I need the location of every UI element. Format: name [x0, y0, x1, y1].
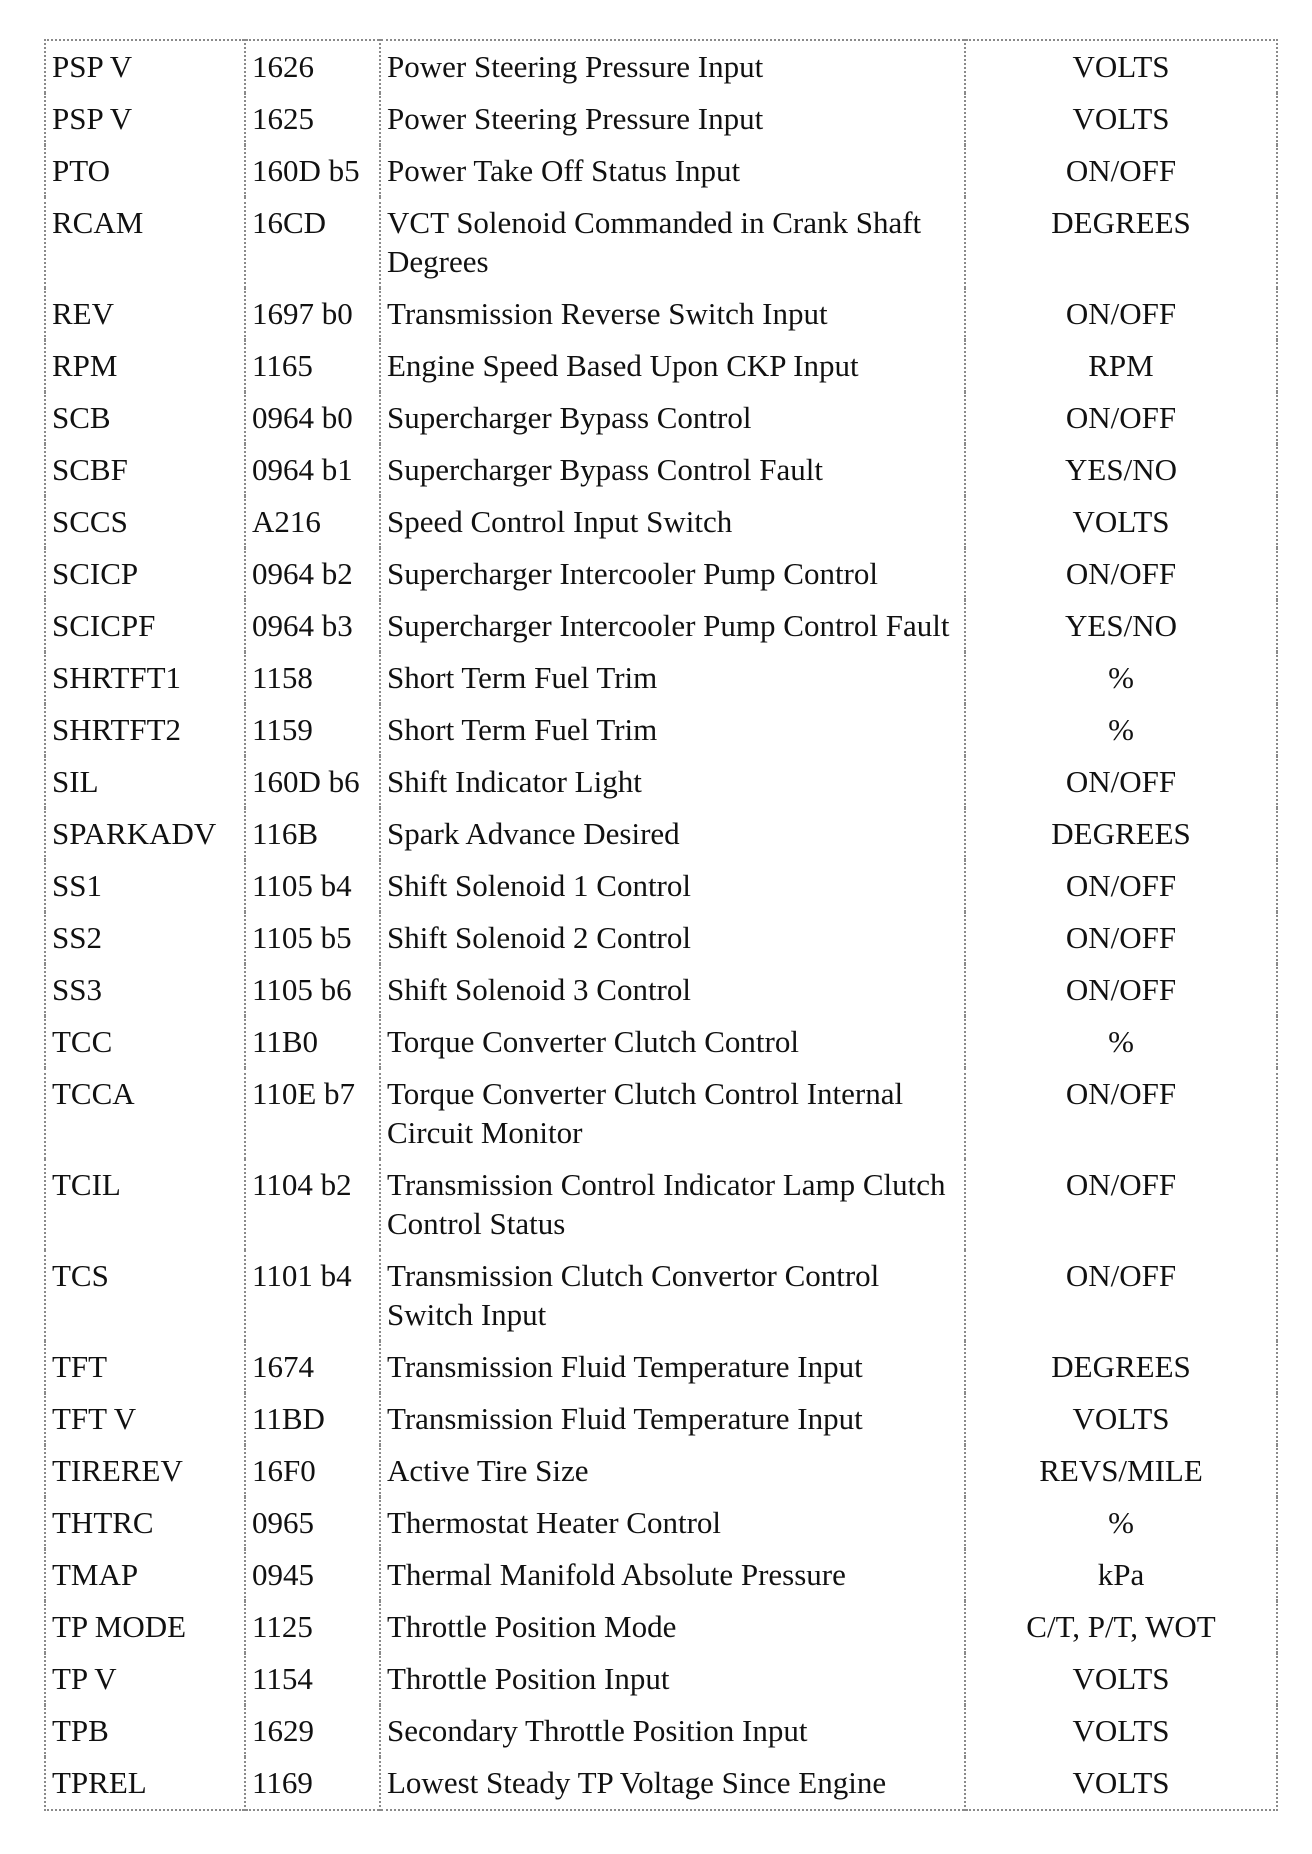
parameter-units: ON/OFF [1065, 1076, 1177, 1111]
parameter-units: ON/OFF [1065, 920, 1177, 955]
parameter-pid: 0964 b2 [245, 548, 380, 600]
parameter-name: SS1 [45, 860, 245, 912]
parameter-pid: 1159 [245, 704, 380, 756]
parameter-units: VOLTS [1072, 1713, 1170, 1748]
table-row [45, 912, 1277, 964]
parameter-name: SPARKADV [45, 808, 245, 860]
parameter-pid: 160D b5 [245, 145, 380, 197]
parameter-description: Throttle Position Input [380, 1653, 965, 1705]
table-row [45, 496, 1277, 548]
table-row [45, 756, 1277, 808]
table-row [45, 652, 1277, 704]
parameter-pid: 1101 b4 [245, 1250, 380, 1341]
parameter-units: VOLTS [1072, 1401, 1170, 1436]
parameter-description: Transmission Clutch Convertor Control Switch Input [380, 1250, 965, 1341]
parameter-description: Torque Converter Clutch Control Internal Circuit Monitor [380, 1068, 965, 1159]
parameter-pid: 160D b6 [245, 756, 380, 808]
parameter-units: VOLTS [1072, 1661, 1170, 1696]
parameter-description: Secondary Throttle Position Input [380, 1705, 965, 1757]
parameter-description: Power Take Off Status Input [380, 145, 965, 197]
parameter-description: Thermal Manifold Absolute Pressure [380, 1549, 965, 1601]
parameter-name: PTO [45, 145, 245, 197]
parameter-name: SHRTFT2 [45, 704, 245, 756]
parameter-units: DEGREES [1051, 1349, 1191, 1384]
table-row [45, 40, 1277, 93]
parameter-pid: 1125 [245, 1601, 380, 1653]
parameter-name: RPM [45, 340, 245, 392]
parameter-name: TCIL [45, 1159, 245, 1250]
table-row [45, 548, 1277, 600]
parameter-pid: 11B0 [245, 1016, 380, 1068]
parameter-name: PSP V [45, 40, 245, 93]
table-row [45, 860, 1277, 912]
parameter-name: SS3 [45, 964, 245, 1016]
parameter-table-container [44, 39, 1276, 1811]
table-row [45, 1068, 1277, 1159]
parameter-pid: 1626 [245, 40, 380, 93]
parameter-name: TIREREV [45, 1445, 245, 1497]
parameter-name: TMAP [45, 1549, 245, 1601]
parameter-description: Transmission Reverse Switch Input [380, 288, 965, 340]
table-row [45, 444, 1277, 496]
parameter-pid: 1169 [245, 1757, 380, 1810]
parameter-pid: 116B [245, 808, 380, 860]
parameter-description: Transmission Fluid Temperature Input [380, 1393, 965, 1445]
parameter-pid: 0965 [245, 1497, 380, 1549]
parameter-description: Speed Control Input Switch [380, 496, 965, 548]
parameter-description: Supercharger Intercooler Pump Control Fault [380, 600, 965, 652]
parameter-description: Transmission Control Indicator Lamp Clutch Control Status [380, 1159, 965, 1250]
parameter-units: ON/OFF [1065, 868, 1177, 903]
table-row [45, 93, 1277, 145]
parameter-pid: 1165 [245, 340, 380, 392]
table-row [45, 1549, 1277, 1601]
table-row [45, 1601, 1277, 1653]
parameter-name: SCICPF [45, 600, 245, 652]
parameter-pid: 0964 b1 [245, 444, 380, 496]
parameter-pid: 1629 [245, 1705, 380, 1757]
parameter-pid: 11BD [245, 1393, 380, 1445]
parameter-name: SCBF [45, 444, 245, 496]
parameter-table [44, 39, 1278, 1811]
parameter-description: Throttle Position Mode [380, 1601, 965, 1653]
table-row [45, 1757, 1277, 1810]
parameter-description: Thermostat Heater Control [380, 1497, 965, 1549]
parameter-units: VOLTS [1072, 1765, 1170, 1800]
parameter-description: Power Steering Pressure Input [380, 93, 965, 145]
parameter-units: VOLTS [1072, 101, 1170, 136]
parameter-name: SCB [45, 392, 245, 444]
parameter-units: % [1108, 660, 1134, 695]
parameter-name: THTRC [45, 1497, 245, 1549]
parameter-units: DEGREES [1051, 816, 1191, 851]
table-row [45, 288, 1277, 340]
parameter-units: YES/NO [1065, 608, 1177, 643]
table-row [45, 1497, 1277, 1549]
parameter-name: TCC [45, 1016, 245, 1068]
parameter-description: Short Term Fuel Trim [380, 652, 965, 704]
parameter-description: Supercharger Intercooler Pump Control [380, 548, 965, 600]
parameter-description: Shift Solenoid 3 Control [380, 964, 965, 1016]
parameter-name: SHRTFT1 [45, 652, 245, 704]
parameter-pid: 16CD [245, 197, 380, 288]
table-row [45, 1653, 1277, 1705]
parameter-name: REV [45, 288, 245, 340]
parameter-units: % [1108, 712, 1134, 747]
table-row [45, 145, 1277, 197]
parameter-name: TP V [45, 1653, 245, 1705]
parameter-units: ON/OFF [1065, 400, 1177, 435]
table-row [45, 704, 1277, 756]
parameter-name: SIL [45, 756, 245, 808]
parameter-description: Lowest Steady TP Voltage Since Engine [380, 1757, 965, 1810]
parameter-pid: 110E b7 [245, 1068, 380, 1159]
parameter-description: Power Steering Pressure Input [380, 40, 965, 93]
parameter-description: VCT Solenoid Commanded in Crank Shaft Degrees [380, 197, 965, 288]
parameter-pid: 1674 [245, 1341, 380, 1393]
parameter-pid: 1104 b2 [245, 1159, 380, 1250]
table-row [45, 340, 1277, 392]
parameter-description: Supercharger Bypass Control [380, 392, 965, 444]
parameter-units: ON/OFF [1065, 764, 1177, 799]
parameter-name: RCAM [45, 197, 245, 288]
parameter-description: Shift Indicator Light [380, 756, 965, 808]
table-row [45, 964, 1277, 1016]
parameter-units: ON/OFF [1065, 153, 1177, 188]
parameter-units: ON/OFF [1065, 1258, 1177, 1293]
parameter-pid: 1154 [245, 1653, 380, 1705]
table-row [45, 1016, 1277, 1068]
parameter-pid: 1697 b0 [245, 288, 380, 340]
parameter-table-body [45, 40, 1277, 1810]
parameter-description: Spark Advance Desired [380, 808, 965, 860]
parameter-units: ON/OFF [1065, 296, 1177, 331]
parameter-name: TPB [45, 1705, 245, 1757]
table-row [45, 392, 1277, 444]
parameter-pid: 1105 b5 [245, 912, 380, 964]
parameter-units: C/T, P/T, WOT [1026, 1609, 1216, 1644]
parameter-name: TFT V [45, 1393, 245, 1445]
table-row [45, 1250, 1277, 1341]
parameter-units: ON/OFF [1065, 556, 1177, 591]
parameter-name: SS2 [45, 912, 245, 964]
parameter-units: % [1108, 1505, 1134, 1540]
parameter-units: VOLTS [1072, 504, 1170, 539]
table-row [45, 1159, 1277, 1250]
parameter-pid: 1105 b6 [245, 964, 380, 1016]
parameter-pid: 1105 b4 [245, 860, 380, 912]
parameter-description: Shift Solenoid 1 Control [380, 860, 965, 912]
parameter-units: RPM [1088, 348, 1154, 383]
parameter-units: kPa [1097, 1557, 1145, 1592]
parameter-description: Shift Solenoid 2 Control [380, 912, 965, 964]
parameter-name: TCCA [45, 1068, 245, 1159]
parameter-pid: 1158 [245, 652, 380, 704]
table-row [45, 1445, 1277, 1497]
parameter-name: SCICP [45, 548, 245, 600]
table-row [45, 197, 1277, 288]
parameter-description: Engine Speed Based Upon CKP Input [380, 340, 965, 392]
parameter-name: TCS [45, 1250, 245, 1341]
parameter-pid: A216 [245, 496, 380, 548]
table-row [45, 1393, 1277, 1445]
parameter-name: TP MODE [45, 1601, 245, 1653]
parameter-units: YES/NO [1065, 452, 1177, 487]
parameter-description: Transmission Fluid Temperature Input [380, 1341, 965, 1393]
parameter-units: ON/OFF [1065, 1167, 1177, 1202]
table-row [45, 1705, 1277, 1757]
parameter-units: ON/OFF [1065, 972, 1177, 1007]
parameter-units: DEGREES [1051, 205, 1191, 240]
parameter-description: Supercharger Bypass Control Fault [380, 444, 965, 496]
parameter-name: TPREL [45, 1757, 245, 1810]
parameter-description: Short Term Fuel Trim [380, 704, 965, 756]
parameter-pid: 0964 b3 [245, 600, 380, 652]
parameter-description: Torque Converter Clutch Control [380, 1016, 965, 1068]
parameter-pid: 1625 [245, 93, 380, 145]
parameter-pid: 16F0 [245, 1445, 380, 1497]
parameter-name: SCCS [45, 496, 245, 548]
parameter-pid: 0945 [245, 1549, 380, 1601]
parameter-units: % [1108, 1024, 1134, 1059]
parameter-description: Active Tire Size [380, 1445, 965, 1497]
table-row [45, 1341, 1277, 1393]
parameter-units: REVS/MILE [1039, 1453, 1203, 1488]
parameter-units: VOLTS [1072, 49, 1170, 84]
parameter-pid: 0964 b0 [245, 392, 380, 444]
parameter-name: TFT [45, 1341, 245, 1393]
parameter-name: PSP V [45, 93, 245, 145]
table-row [45, 600, 1277, 652]
table-row [45, 808, 1277, 860]
